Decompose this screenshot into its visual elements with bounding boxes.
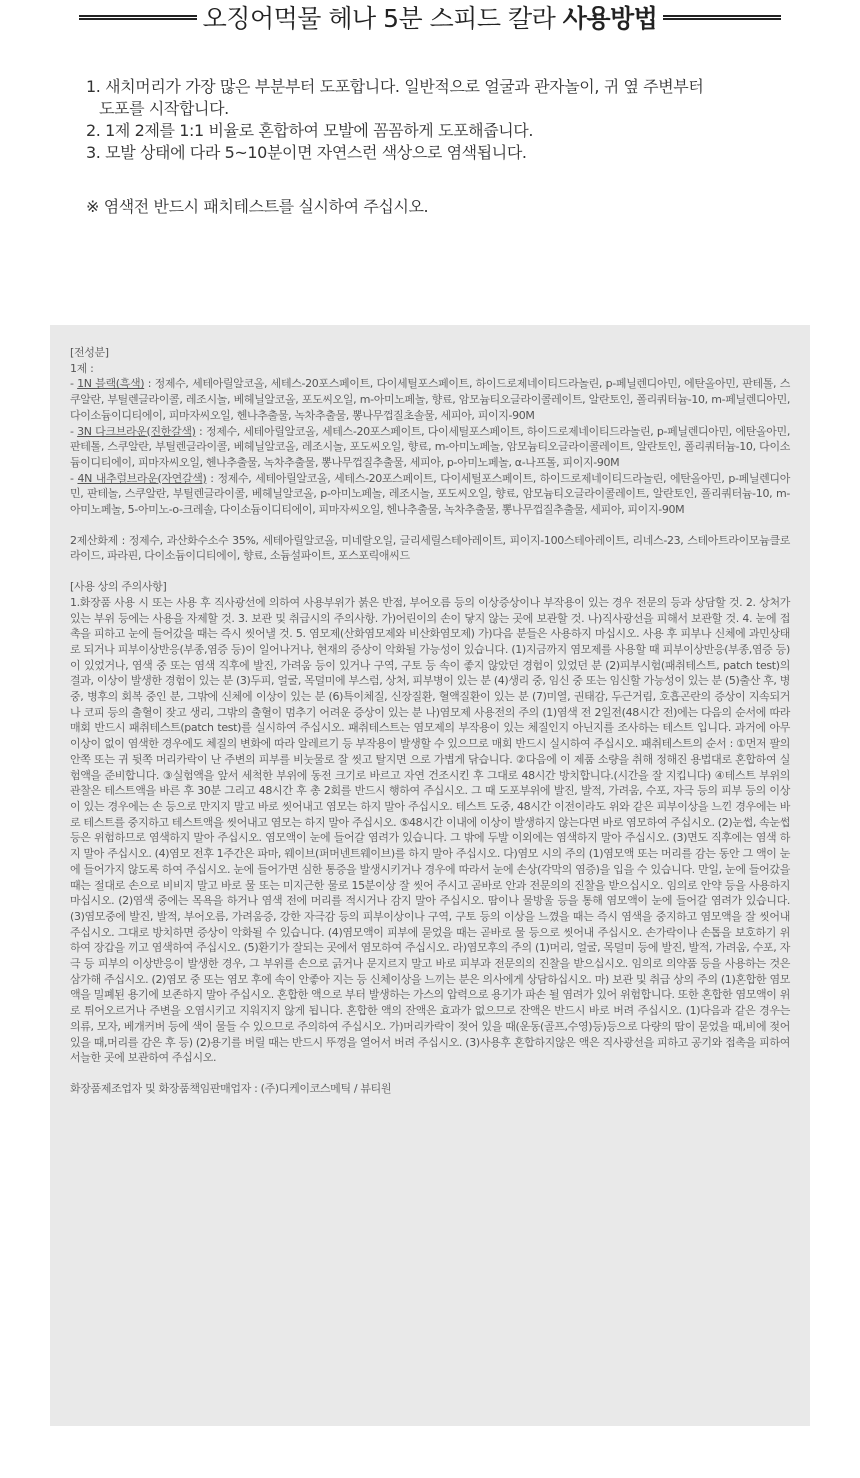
step-text-continued: 도포를 시작합니다. — [99, 99, 229, 118]
title-divider-right — [663, 15, 781, 20]
ingredients-heading: [전성분] — [70, 346, 109, 359]
black-label: 1N 블랙(흑색) — [77, 377, 145, 391]
step-text: 모발 상태에 다라 5~10분이면 자연스런 색상으로 염색됩니다. — [105, 143, 527, 162]
natural-ingredients: - 4N 내추럴브라운(자연갈색) : 정제수, 세테아릴알코올, 세테스-20포스페이트, 다이세틸포스페이트, 하이드로제네이티드라놀린, 에탄올아민, p-페닐렌디아민, 판테놀, 스쿠알란, 부틸렌글라이콜, 베헤닐알코올, p-아미노페놀, 레조시놀, 포도씨오일, 향료, 암모늄티오글라이콜레이트, 알란토인, 폴리쿼터늄-10, m-아미노페놀, 5-아미노-o-크레솔, 다이소듐이디티에이, 피마자씨오일, 헨나추출물, 녹차추출물, 뽕나무껍질추출물, 세피아, 피이지-90M — [70, 471, 790, 517]
manufacturer: 화장품제조업자 및 화장품책임판매업자 : (주)디케이코스메틱 / 뷰티원 — [70, 1081, 392, 1095]
step-3 — [86, 142, 816, 164]
title-divider-left — [79, 15, 197, 20]
title-prefix: 오징어먹물 헤나 5분 스피드 칼라 — [202, 4, 563, 33]
caution-text: 1.화장품 사용 시 또는 사용 후 직사광선에 의하여 사용부위가 붉은 반점, 부어오름 등의 이상증상이나 부작용이 있는 경우 전문의 등과 상담할 것. 2. 상처가 있는 부위 등에는 사용을 자제할 것. 3. 보관 및 취급시의 주의사항. 가)어린이의 손이 닿지 않는 곳에 보관할 것. 나)직사광선을 피해서 보관할 것. 4. 눈에 접촉을 피하고 눈에 들어갔을 때는 즉시 씻어낼 것. 5. 염모제(산화염모제와 비산화염모제) 가)다음 분들은 사용하지 마십시오. 사용 후 피부나 신체에 과민상태로 되거나 피부이상반응(부종,염증 등)이 일어나거나, 현재의 증상이 악화될 가능성이 있습니다. (1)지금까지 염모제를 사용할 때 피부이상반응(부종,염증 등) 이 있었거나, 염색 중 또는 염색 직후에 발진, 가려움 등이 있거나 구역, 구토 등 속이 좋지 않았던 경험이 있었던 분 (2)피부시험(패취테스트, patch test)의 결과, 이상이 발생한 경험이 있는 분 (3)두피, 얼굴, 목덜미에 부스럼, 상처, 피부병이 있는 분 (4)생리 중, 임신 중 또는 임신할 가능성이 있는 분 (5)출산 후, 병중, 병후의 회복 중인 분, 그밖에 신체에 이상이 있는 분 (6)특이체질, 신장질환, 혈액질환이 있는 분 (7)미열, 권태감, 두근거림, 호흡곤란의 증상이 지속되거나 코피 등의 출혈이 잦고 생리, 그밖의 출혈이 멈추기 어려운 증상이 있는 분 나)염모제 사용전의 주의 (1)염색 전 2일전(48시간 전)에는 다음의 순서에 따라 매회 반드시 패취테스트(patch test)를 실시하여 주십시오. 패취테스트는 염모제의 부작용이 있는 체질인지 아닌지를 조사하는 테스트 입니다. 과거에 아무 이상이 없이 염색한 경우에도 체질의 변화에 따라 알레르기 등 부작용이 발생할 수 있으므로 매회 반드시 실시하여 주십시오. 패취테스트의 순서 : ①먼저 팔의 안쪽 또는 귀 뒷쪽 머리카락이 난 주변의 피부를 비눗물로 잘 씻고 탈지면 으로 가볍게 닦습니다. ②다음에 이 제품 소량을 취해 정해진 용법대로 혼합하여 실험액을 준비합니다. ③실험액을 앞서 세척한 부위에 동전 크기로 바르고 자연 건조시킨 후 그대로 48시간 방치합니다.(시간을 잘 지킵니다) ④테스트 부위의 관찰은 테스트액을 바른 후 30분 그리고 48시간 후 총 2회를 반드시 행하여 주십시오. 그 때 도포부위에 발진, 발적, 가려움, 수포, 자극 등의 피부 등의 이상이 있는 경우에는 손 등으로 만지지 말고 바로 씻어내고 염모는 하지 말아 주십시오. 테스트 도중, 48시간 이전이라도 위와 같은 피부이상을 느낀 경우에는 바로 테스트를 중지하고 테스트액을 씻어내고 염모는 하지 말아 주십시오. ⑤48시간 이내에 이상이 발생하지 않는다면 바로 염모하여 주십시오. (2)눈썹, 속눈썹 등은 위험하므로 염색하지 말아 주십시오. 염모액이 눈에 들어갈 염려가 있습니다. 그 밖에 두발 이외에는 염색하지 말아 주십시오. (3)면도 직후에는 염색 하지 말아 주십시오. (4)염모 전후 1주간은 파마, 웨이브(퍼머넨트웨이브)를 하지 말아 주십시오. 다)염모 시의 주의 (1)염모액 또는 머리를 감는 동안 그 액이 눈에 들어가지 않도록 하여 주십시오. 눈에 들어가면 심한 통증을 발생시키거나 경우에 따라서 눈에 손상(각막의 염증)을 입을 수 있습니다. 만일, 눈에 들어갔을 때는 절대로 손으로 비비지 말고 바로 물 또는 미지근한 물로 15분이상 잘 씻어 주시고 곧바로 안과 전문의의 진찰을 받으십시오. 임의로 안약 등을 사용하지 마십시오. (2)염색 중에는 목욕을 하거나 염색 전에 머리를 적시거나 감지 말아 주십시오. 땀이나 물방울 등을 통해 염모액이 눈에 들어갈 염려가 있습니다. (3)염모중에 발진, 발적, 부어오름, 가려움증, 강한 자극감 등의 피부이상이나 구역, 구토 등의 이상을 느꼈을 때는 즉시 염색을 중지하고 염모액을 잘 씻어내 주십시오. 그대로 방치하면 증상이 악화될 수 있습니다. (4)염모액이 피부에 묻었을 때는 곧바로 물 등으로 씻어내 주십시오. 손가락이나 손톱을 보호하기 위하여 장갑을 끼고 염색하여 주십시오. (5)환기가 잘되는 곳에서 염모하여 주십시오. 라)염모후의 주의 (1)머리, 얼굴, 목덜미 등에 발진, 발적, 가려움, 수포, 자극 등 피부의 이상반응이 발생한 경우, 그 부위를 손으로 긁거나 문지르지 말고 바로 피부과 전문의의 진찰을 받으십시오. 임의로 의약품 등을 사용하는 것은 삼가해 주십시오. (2)염모 중 또는 염모 후에 속이 안좋아 지는 등 신체이상을 느끼는 분은 의사에게 상담하십시오. 마) 보관 및 취급 상의 주의 (1)혼합한 염모액을 밀폐된 용기에 보존하지 말아 주십시오. 혼합한 액으로 부터 발생하는 가스의 압력으로 용기가 파손 될 염려가 있어 위험합니다. 또한 혼합한 염모액이 위로 튀어오르거나 주변을 오염시키고 지워지지 않게 됩니다. 혼합한 액의 잔액은 효과가 없으므로 잔액은 반드시 바로 버려 주십시오. (1)다음과 같은 경우는 의류, 모자, 베개커버 등에 색이 물들 수 있으므로 주의하여 주십시오. 가)머리카락이 젖어 있을 때(운동(골프,수영)등)등으로 다량의 땀이 묻었을 때,비에 젖어 있을 때,머리를 감은 후 등) (2)용기를 버릴 때는 반드시 뚜껑을 열어서 버려 주십시오. (3)사용후 혼합하지않은 액은 직사광선을 피하고 공기와 접촉을 피하여 서늘한 곳에 보관하여 주십시오. — [70, 595, 790, 1065]
step-2 — [86, 120, 816, 142]
natural-label: 4N 내추럴브라운(자연갈색) — [77, 471, 207, 485]
part2-ingredients: 2제산화제 : 정제수, 과산화수소수 35%, 세테아릴알코올, 미네랄오일, 글리세릴스테아레이트, 피이지-100스테아레이트, 리네스-23, 스테아트라이모늄클로라이드, 파라핀, 다이소듐이디티에이, 향료, 소듐설파이트, 포스포릭애씨드 — [70, 533, 790, 563]
brown-text: : 정제수, 세테아릴알코올, 세테스-20포스페이트, 다이세틸포스페이트, 하이드로제네이티드라놀린, p-페닐렌디아민, 에탄올아민, 판테톨, 스쿠알란, 부틸렌글라이콜, 베헤닐알코올, 레조시놀, 포도씨오일, 향료, m-아미노페놀, 암모늄티오글라이콜레이트, 알란토인, 폴리쿼터늄-10, 다이소듐이디티에이, 피마자씨오일, 헨나추출물, 녹차추출물, 뽕나무껍질추출물, 세피아, p-아미노페놀, α-나프톨, 피이지-90M — [70, 424, 790, 469]
step-1 — [86, 76, 816, 120]
usage-steps — [86, 76, 816, 164]
title-bold: 사용방법 — [562, 4, 658, 33]
ingredients-panel — [50, 325, 810, 1426]
title-text — [203, 0, 658, 35]
step-number: 2. — [86, 121, 106, 140]
step-number: 1. — [86, 77, 106, 96]
brown-ingredients: - 3N 다크브라운(진한갈색) : 정제수, 세테아릴알코올, 세테스-20포스페이트, 다이세틸포스페이트, 하이드로제네이티드라놀린, p-페닐렌디아민, 에탄올아민, 판테톨, 스쿠알란, 부틸렌글라이콜, 베헤닐알코올, 레조시놀, 포도씨오일, 향료, m-아미노페놀, 암모늄티오글라이콜레이트, 알란토인, 폴리쿼터늄-10, 다이소듐이디티에이, 피마자씨오일, 헨나추출물, 녹차추출물, 뽕나무껍질추출물, 세피아, p-아미노페놀, α-나프톨, 피이지-90M — [70, 424, 790, 469]
brown-label: 3N 다크브라운(진한갈색) — [77, 424, 196, 438]
page-title — [0, 0, 860, 34]
caution-heading: [사용 상의 주의사항] — [70, 580, 167, 594]
black-ingredients: - 1N 블랙(흑색) : 정제수, 세테아릴알코올, 세테스-20포스페이트, 다이세틸포스페이트, 하이드로제네이티드라놀린, p-페닐렌디아민, 에탄올아민, 판테톨, 스쿠알란, 부틸렌글라이콜, 레조시놀, 베헤닐알코올, 포도씨오일, m-아미노페놀, 향료, 암모늄티오글라이콜레이트, 알란토인, 폴리쿼터늄-10, m-페닐렌디아민, 다이소듐이디티에이, 피마자씨오일, 헨나추출물, 녹차추출물, 뽕나무껍질초솔물, 세피아, 피이지-90M — [70, 377, 790, 422]
black-text: : 정제수, 세테아릴알코올, 세테스-20포스페이트, 다이세틸포스페이트, 하이드로제네이티드라놀린, p-페닐렌디아민, 에탄올아민, 판테톨, 스쿠알란, 부틸렌글라이콜, 레조시놀, 베헤닐알코올, 포도씨오일, m-아미노페놀, 향료, 암모늄티오글라이콜레이트, 알란토인, 폴리쿼터늄-10, m-페닐렌디아민, 다이소듐이디티에이, 피마자씨오일, 헨나추출물, 녹차추출물, 뽕나무껍질초솔물, 세피아, 피이지-90M — [70, 377, 790, 422]
spacer — [70, 1066, 790, 1081]
step-text: 새치머리가 가장 많은 부분부터 도포합니다. 일반적으로 얼굴과 관자놀이, 귀 옆 주변부터 — [105, 77, 704, 96]
patch-test-notice: ※ 염색전 반드시 패치테스트를 실시하여 주십시오. — [86, 197, 429, 216]
spacer — [70, 564, 790, 579]
part1-label: 1제 : — [70, 361, 94, 375]
natural-text: : 정제수, 세테아릴알코올, 세테스-20포스페이트, 다이세틸포스페이트, 하이드로제네이티드라놀린, 에탄올아민, p-페닐렌디아민, 판테놀, 스쿠알란, 부틸렌글라이콜, 베헤닐알코올, p-아미노페놀, 레조시놀, 포도씨오일, 향료, 암모늄티오글라이콜레이트, 알란토인, 폴리쿼터늄-10, m-아미노페놀, 5-아미노-o-크레솔, 다이소듐이디티에이, 피마자씨오일, 헨나추출물, 녹차추출물, 뽕나무껍질추출물, 세피아, 피이지-90M — [70, 471, 790, 517]
step-text: 1제 2제를 1:1 비율로 혼합하여 모발에 꼼꼼하게 도포해줍니다. — [105, 121, 534, 140]
step-number: 3. — [86, 143, 106, 162]
spacer — [70, 518, 790, 533]
